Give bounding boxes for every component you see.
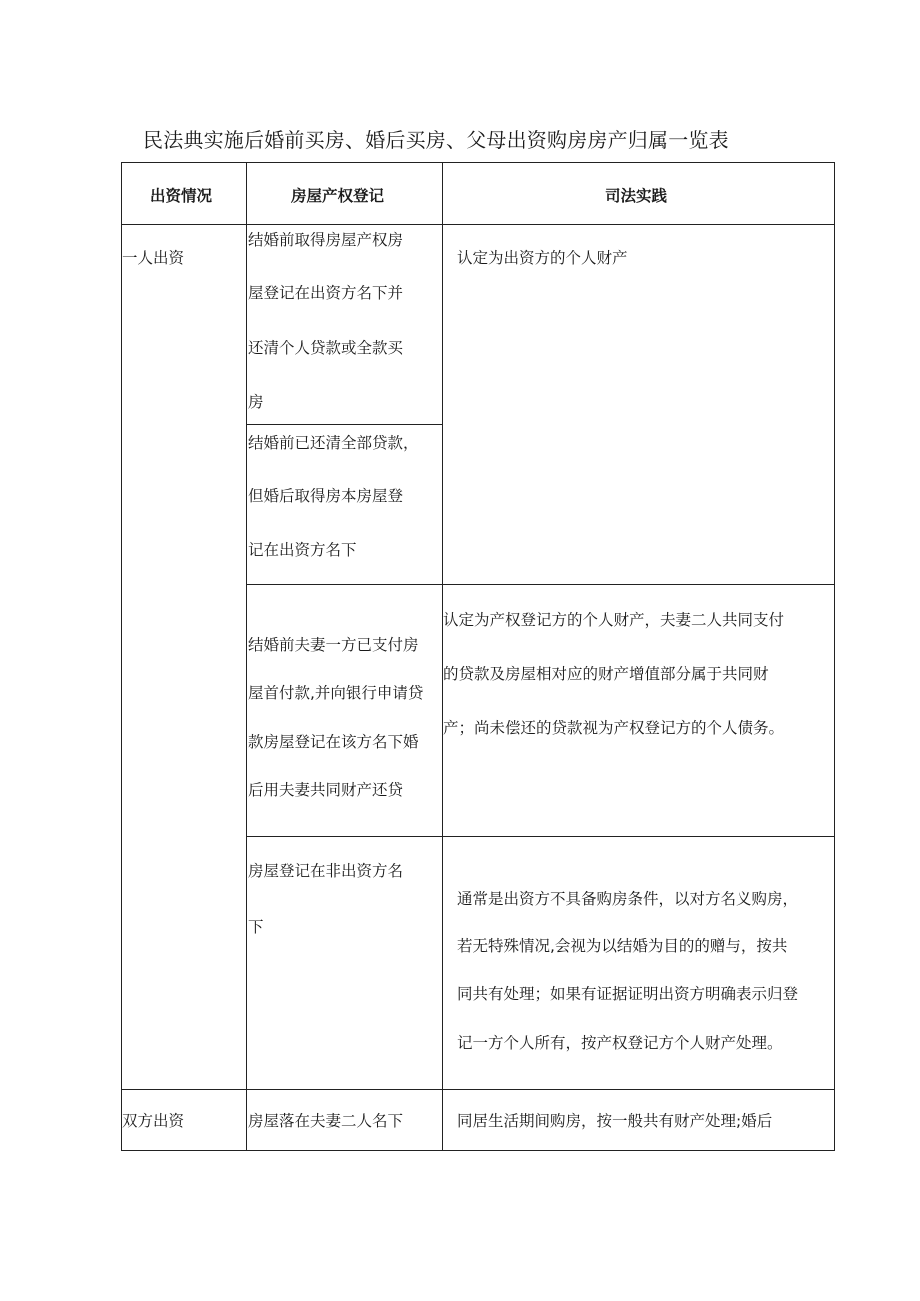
registration-line: 下 [248, 918, 264, 936]
table-border-right [834, 162, 835, 1151]
practice-line: 若无特殊情况,会视为以结婚为目的的赠与，按共 [457, 937, 788, 955]
registration-line: 屋登记在出资方名下并 [248, 284, 404, 302]
registration-line: 房屋落在夫妻二人名下 [248, 1112, 404, 1130]
practice-line: 的贷款及房屋相对应的财产增值部分属于共同财 [443, 665, 769, 683]
registration-line: 结婚前取得房屋产权房 [248, 231, 404, 249]
column-divider [246, 162, 247, 1151]
funding-cell: 一人出资 [122, 249, 185, 267]
section-divider [121, 1089, 835, 1090]
page-title: 民法典实施后婚前买房、婚后买房、父母出资购房房产归属一览表 [143, 128, 729, 152]
registration-line: 结婚前已还清全部贷款， [248, 434, 419, 452]
practice-line: 同居生活期间购房，按一般共有财产处理;婚后 [457, 1112, 773, 1130]
header-divider [121, 224, 835, 225]
practice-line: 通常是出资方不具备购房条件，以对方名义购房， [457, 890, 799, 908]
table-border-top [121, 162, 835, 163]
practice-line: 认定为产权登记方的个人财产，夫妻二人共同支付 [443, 611, 785, 629]
header-funding: 出资情况 [150, 187, 213, 205]
practice-line: 产；尚未偿还的贷款视为产权登记方的个人债务。 [443, 719, 785, 737]
table-border-bottom [121, 1150, 835, 1151]
header-registration: 房屋产权登记 [291, 187, 385, 205]
row-divider [246, 836, 835, 837]
practice-line: 同共有处理；如果有证据证明出资方明确表示归登 [457, 985, 799, 1003]
registration-line: 房 [248, 393, 264, 411]
registration-line: 记在出资方名下 [248, 541, 357, 559]
funding-cell: 双方出资 [122, 1112, 185, 1130]
registration-line: 但婚后取得房本房屋登 [248, 487, 404, 505]
header-practice: 司法实践 [605, 187, 668, 205]
practice-line: 认定为出资方的个人财产 [457, 249, 628, 267]
registration-line: 后用夫妻共同财产还贷 [248, 781, 404, 799]
registration-line: 款房屋登记在该方名下婚 [248, 733, 419, 751]
registration-line: 屋首付款,并向银行申请贷 [248, 684, 424, 702]
registration-line: 房屋登记在非出资方名 [248, 862, 404, 880]
registration-line: 还清个人贷款或全款买 [248, 339, 404, 357]
table-border-left [121, 162, 122, 1151]
registration-line: 结婚前夫妻一方已支付房 [248, 636, 419, 654]
practice-line: 记一方个人所有，按产权登记方个人财产处理。 [457, 1034, 783, 1052]
row-divider [246, 584, 835, 585]
